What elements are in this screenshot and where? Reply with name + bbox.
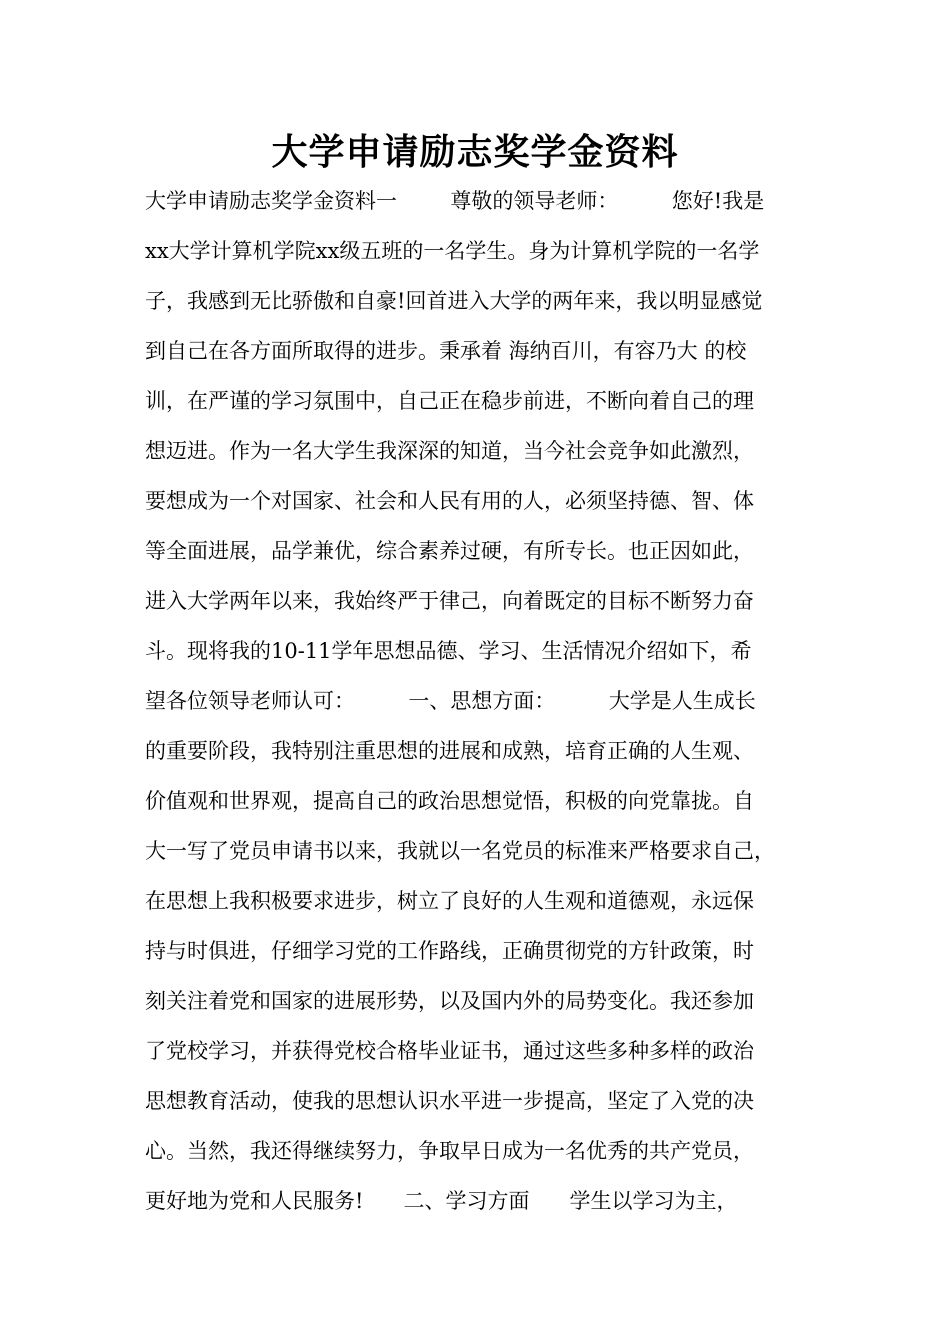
text-line: 想迈进。作为一名大学生我深深的知道，当今社会竞争如此激烈， [145,439,754,463]
text-line: 要想成为一个对国家、社会和人民有用的人，必须坚持德、智、体 [145,489,754,513]
text-line: 训，在严谨的学习氛围中，自己正在稳步前进，不断向着自己的理 [145,389,754,413]
text-line: 到自己在各方面所取得的进步。秉承着 海纳百川，有容乃大 的校 [145,339,747,363]
text-line: 大一写了党员申请书以来，我就以一名党员的标准来严格要求自己， [145,839,775,863]
text-line: 更好地为党和人民服务! 二、学习方面 学生以学习为主， [145,1189,738,1213]
document-body [145,178,825,1228]
text-line: 望各位领导老师认可： 一、思想方面： 大学是人生成长 [145,689,756,713]
text-line: 大学申请励志奖学金资料一 尊敬的领导老师： 您好!我是 [145,189,765,213]
text-line: 持与时俱进，仔细学习党的工作路线，正确贯彻党的方针政策，时 [145,939,754,963]
text-line: xx大学计算机学院xx级五班的一名学生。身为计算机学院的一名学 [145,239,760,263]
text-line: 等全面进展，品学兼优，综合素养过硬，有所专长。也正因如此， [145,539,754,563]
text-line: 在思想上我积极要求进步，树立了良好的人生观和道德观，永远保 [145,889,754,913]
text-line: 斗。现将我的10-11学年思想品德、学习、生活情况介绍如下，希 [145,639,752,663]
text-line: 心。当然，我还得继续努力，争取早日成为一名优秀的共产党员， [145,1139,754,1163]
text-line: 价值观和世界观，提高自己的政治思想觉悟，积极的向党靠拢。自 [145,789,754,813]
text-line: 进入大学两年以来，我始终严于律己，向着既定的目标不断努力奋 [145,589,754,613]
text-line: 了党校学习，并获得党校合格毕业证书，通过这些多种多样的政治 [145,1039,754,1063]
text-line: 子，我感到无比骄傲和自豪!回首进入大学的两年来，我以明显感觉 [145,289,763,313]
text-line: 思想教育活动，使我的思想认识水平进一步提高，坚定了入党的决 [145,1089,754,1113]
document-title: 大学申请励志奖学金资料 [271,132,679,173]
text-line: 的重要阶段，我特别注重思想的进展和成熟，培育正确的人生观、 [145,739,754,763]
text-line: 刻关注着党和国家的进展形势，以及国内外的局势变化。我还参加 [145,989,754,1013]
